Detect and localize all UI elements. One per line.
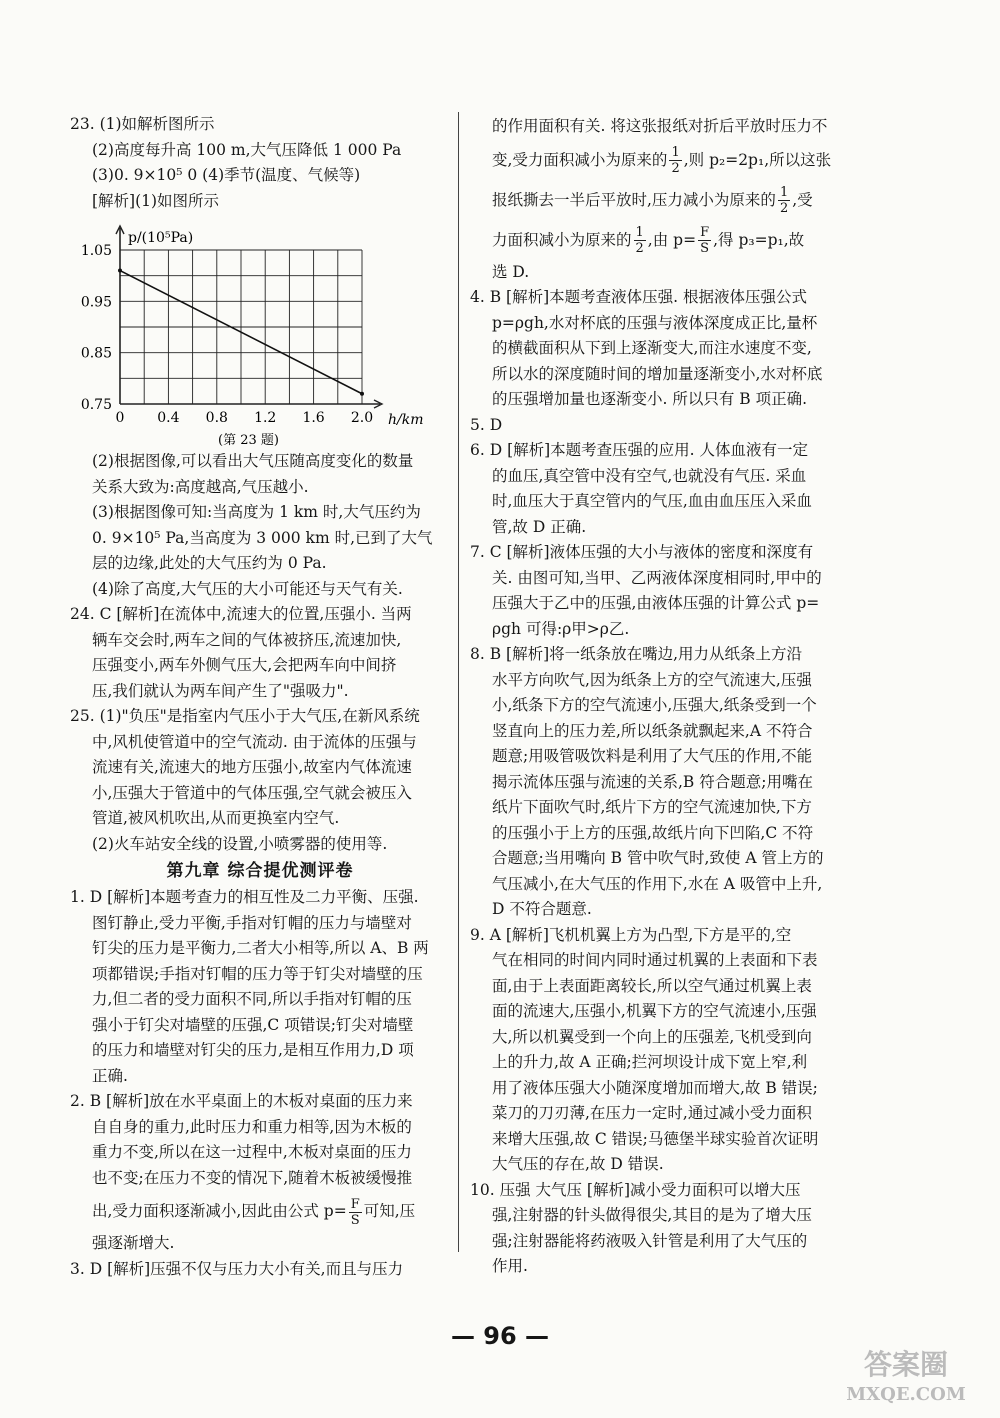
q23-line: (3)0. 9×10⁵ 0 (4)季节(温度、气候等) — [92, 166, 361, 184]
q9-line: 面的流速大,压强小,机翼下方的空气流速小,压强 — [492, 1002, 817, 1020]
q9-line: 来增大压强,故 C 错误;马德堡半球实验首次证明 — [492, 1129, 819, 1148]
q7-line: 关. 由图可知,当甲、乙两液体深度相同时,甲中的 — [492, 568, 822, 587]
q8-line: 合题意;当用嘴向 B 管中吹气时,致使 A 管上方的 — [492, 849, 824, 867]
q1-line: 的压力和墙壁对钉尖的压力,是相互作用力,D 项 — [92, 1041, 414, 1059]
q23-line: (2)高度每升高 100 m,大气压降低 1 000 Pa — [92, 140, 402, 159]
left-column — [70, 112, 450, 1282]
q24-line: 24. C [解析]在流体中,流速大的位置,压强小. 当两 — [70, 605, 412, 623]
fraction: $\frac{1}{2}$ — [671, 145, 680, 176]
q9-line: 用了液体压强大小随深度增加而增大,故 B 错误; — [492, 1078, 818, 1097]
q23-analysis-line: (4)除了高度,大气压的大小可能还与天气有关. — [92, 579, 403, 598]
q8-line: D 不符合题意. — [492, 900, 592, 918]
chapter-title: 第九章 综合提优测评卷 — [166, 861, 354, 881]
q3-formula-line: 报纸撕去一半后平放时,压力减小为原来的 $\frac{1}{2}$ ,受 — [492, 185, 813, 216]
q10-line: 10. 压强 大气压 [解析]减小受力面积可以增大压 — [470, 1180, 801, 1199]
q24-line: 压,我们就认为两车间产生了"强吸力". — [92, 681, 349, 700]
x-tick-label: 0 — [115, 410, 125, 426]
q25-line: 25. (1)"负压"是指室内气压小于大气压,在新风系统 — [70, 707, 420, 725]
q8-line: 揭示流体压强与流速的关系,B 符合题意;用嘴在 — [492, 772, 813, 791]
q1-line: 项都错误;手指对钉帽的压力等于钉尖对墙壁的压 — [92, 964, 423, 983]
q5-line: 5. D — [470, 415, 503, 434]
fraction: $\frac{F}{S}$ — [700, 225, 710, 256]
q7-line: ρgh 可得:ρ甲>ρ乙. — [492, 619, 630, 638]
q8-line: 纸片下面吹气时,纸片下方的空气流速加快,下方 — [492, 798, 812, 816]
watermark-logo — [826, 1342, 986, 1406]
x-axis-label: h/km — [388, 412, 424, 428]
q7-line: 7. C [解析]液体压强的大小与液体的密度和深度有 — [470, 543, 814, 561]
q25-line: (2)火车站安全线的设置,小喷雾器的使用等. — [92, 834, 388, 853]
q6-line: 管,故 D 正确. — [492, 517, 587, 536]
q9-line: 大,所以机翼受到一个向上的压强差,飞机受到向 — [492, 1027, 812, 1046]
q8-line: 小,纸条下方的空气流速小,压强大,纸条受到一个 — [492, 696, 817, 714]
data-point — [118, 269, 122, 273]
q7-line: 压强大于乙中的压强,由液体压强的计算公式 p= — [492, 594, 820, 612]
q24-line: 压强变小,两车外侧气压大,会把两车向中间挤 — [92, 656, 397, 674]
q9-line: 上的升力,故 A 正确;拦河坝设计成下宽上窄,利 — [492, 1053, 808, 1071]
q1-line: 图钉静止,受力平衡,手指对钉帽的压力与墙壁对 — [92, 913, 412, 932]
q25-line: 中,风机使管道中的空气流动. 由于流体的压强与 — [92, 732, 417, 751]
q23-analysis-line: 0. 9×10⁵ Pa,当高度为 3 000 km 时,已到了大气 — [92, 528, 433, 547]
chart-caption: (第 23 题) — [218, 433, 279, 448]
column-divider — [458, 112, 459, 1252]
right-column — [470, 114, 850, 1280]
q8-line: 题意;用吸管吸饮料是利用了大气压的作用,不能 — [492, 747, 813, 765]
q4-line: p=ρgh,水对杯底的压强与液体深度成正比,量杯 — [492, 313, 818, 332]
q2-line: 重力不变,所以在这一过程中,木板对桌面的压力 — [92, 1143, 412, 1161]
q23-analysis-line: (2)根据图像,可以看出大气压随高度变化的数量 — [92, 452, 414, 470]
q6-line: 6. D [解析]本题考查压强的应用. 人体血液有一定 — [470, 441, 809, 459]
q4-line: 的横截面积从下到上逐渐变大,而注水速度不变, — [492, 339, 812, 357]
q2-line: 2. B [解析]放在水平桌面上的木板对桌面的压力来 — [70, 1092, 413, 1110]
q1-line: 正确. — [92, 1066, 128, 1085]
chart-ticks — [81, 243, 373, 426]
q9-line: 气在相同的时间内同时通过机翼的上表面和下表 — [492, 951, 818, 969]
x-tick-label: 1.2 — [254, 410, 277, 426]
data-point — [360, 392, 364, 396]
x-tick-label: 0.8 — [205, 410, 228, 426]
q23-analysis-line: 关系大致为:高度越高,气压越小. — [92, 477, 309, 496]
q8-line: 气压减小,在大气压的作用下,水在 A 吸管中上升, — [492, 874, 823, 893]
q10-line: 强,注射器的针头做得很尖,其目的是为了增大压 — [492, 1206, 812, 1224]
q9-line: 面,由于上表面距离较长,所以空气通过机翼上表 — [492, 976, 812, 995]
fraction: $\frac{1}{2}$ — [635, 225, 644, 256]
q3-start-line: 3. D [解析]压强不仅与压力大小有关,而且与压力 — [70, 1259, 404, 1278]
y-tick-label: 0.95 — [80, 294, 112, 311]
q10-line: 强;注射器能将药液吸入针管是利用了大气压的 — [492, 1231, 808, 1250]
q9-line: 大气压的存在,故 D 错误. — [492, 1155, 664, 1173]
y-tick-label: 1.05 — [80, 243, 112, 259]
q4-line: 的压强增加量也逐渐变小. 所以只有 B 项正确. — [492, 390, 808, 408]
q6-line: 的血压,真空管中没有空气,也就没有气压. 采血 — [492, 466, 807, 485]
q4-line: 4. B [解析]本题考查液体压强. 根据液体压强公式 — [470, 288, 807, 306]
y-tick-label: 0.85 — [80, 345, 112, 362]
svg-text:MXQE.COM: MXQE.COM — [846, 1384, 966, 1405]
q8-line: 竖直向上的压力差,所以纸条就飘起来,A 不符合 — [492, 721, 813, 740]
q25-line: 管道,被风机吹出,从而更换室内空气. — [92, 809, 340, 827]
chart-grid — [116, 226, 382, 408]
q2-line: 自自身的重力,此时压力和重力相等,因为木板的 — [92, 1117, 412, 1136]
q1-line: 力,但二者的受力面积不同,所以手指对钉帽的压 — [92, 990, 412, 1008]
q1-line: 强小于钉尖对墙壁的压强,C 项错误;钉尖对墙壁 — [92, 1015, 414, 1034]
q24-line: 辆车交会时,两车之间的气体被挤压,流速加快, — [92, 630, 402, 649]
q10-line: 作用. — [492, 1257, 528, 1275]
q8-line: 的压强小于上方的压强,故纸片向下凹陷,C 不符 — [492, 823, 814, 842]
q23-line: [解析](1)如图所示 — [92, 191, 220, 210]
q8-line: 水平方向吹气,因为纸条上方的空气流速大,压强 — [492, 670, 812, 689]
pressure-height-chart — [70, 214, 450, 449]
q23-analysis-line: 层的边缘,此处的大气压约为 0 Pa. — [92, 554, 327, 572]
q2-end-line: 强逐渐增大. — [92, 1234, 175, 1252]
svg-text:答案圈: 答案圈 — [863, 1348, 949, 1381]
q9-line: 9. A [解析]飞机机翼上方为凸型,下方是平的,空 — [470, 925, 792, 944]
q2-formula-line: 出,受力面积逐渐减小,因此由公式 p= $\frac{F}{S}$ 可知,压 — [92, 1196, 416, 1228]
q9-line: 菜刀的刀刃薄,在压力一定时,通过减小受力面积 — [492, 1104, 812, 1122]
q3-formula-line: 变,受力面积减小为原来的 $\frac{1}{2}$ ,则 p₂=2p₁,所以这张 — [492, 145, 832, 176]
y-axis-label: p/(10⁵Pa) — [128, 230, 194, 246]
q4-line: 所以水的深度随时间的增加量逐渐变小,水对杯底 — [492, 364, 823, 383]
q25-line: 流速有关,流速大的地方压强小,故室内气体流速 — [92, 758, 412, 776]
x-tick-label: 2.0 — [350, 410, 374, 426]
q3-formula-line: 力面积减小为原来的 $\frac{1}{2}$ ,由 p= $\frac{F}{S}$ ,得 p₃=p₁,故 — [492, 225, 805, 256]
fraction: $\frac{1}{2}$ — [779, 185, 789, 216]
q25-line: 小,压强大于管道中的气体压强,空气就会被压入 — [92, 783, 412, 802]
q3-end-line: 选 D. — [492, 262, 530, 281]
q23-line: 23. (1)如解析图所示 — [70, 115, 215, 133]
q1-line: 1. D [解析]本题考查力的相互性及二力平衡、压强. — [70, 888, 419, 906]
q1-line: 钉尖的压力是平衡力,二者大小相等,所以 A、B 两 — [92, 939, 429, 957]
fraction: $\frac{F}{S}$ — [350, 1196, 360, 1228]
x-tick-label: 0.4 — [157, 410, 180, 426]
x-tick-label: 1.6 — [302, 410, 325, 426]
q8-line: 8. B [解析]将一纸条放在嘴边,用力从纸条上方沿 — [470, 645, 803, 663]
q2-line: 也不变;在压力不变的情况下,随着木板被缓慢推 — [92, 1168, 413, 1187]
q6-line: 时,血压大于真空管内的气压,血由血压压入采血 — [492, 492, 812, 510]
q23-analysis-line: (3)根据图像可知:当高度为 1 km 时,大气压约为 — [92, 503, 421, 521]
y-tick-label: 0.75 — [80, 397, 112, 413]
page-number: — 96 — — [450, 1322, 550, 1350]
q3-line: 的作用面积有关. 将这张报纸对折后平放时压力不 — [492, 117, 828, 135]
